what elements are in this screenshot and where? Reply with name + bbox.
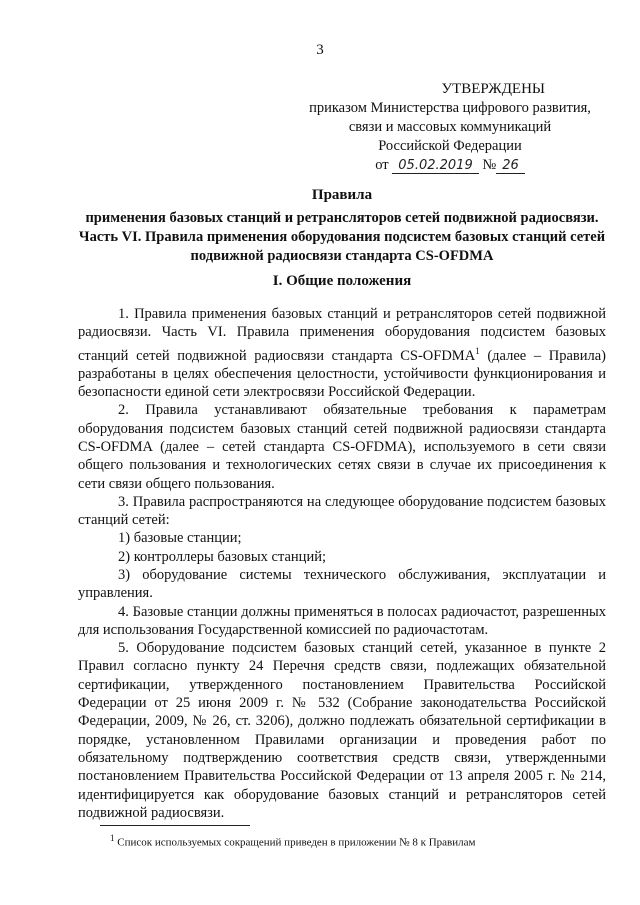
title-line-1: Правила — [311, 187, 373, 203]
approval-line-3: Российской Федерации — [378, 138, 522, 154]
paragraph-1 — [78, 305, 606, 401]
document-title — [72, 186, 612, 266]
handwritten-date: 05.02.2019 — [392, 158, 478, 174]
list-item: 1) базовые станции; — [118, 530, 242, 547]
approval-block — [300, 80, 600, 175]
footnote-text: Список используемых сокращений приведен в приложении № 8 к Правилам — [114, 836, 476, 849]
list-item: 2) контроллеры базовых станций; — [118, 548, 326, 565]
footnote-ref: 1 — [475, 345, 480, 356]
approval-heading: УТВЕРЖДЕНЫ — [441, 81, 545, 97]
paragraph-2: 2. Правила устанавливают обязательные требования к параметрам оборудования подсистем базовых станций сетей подвижной радиосвязи стандарта CS-OFDMA (далее – сетей стандарта CS-OFDMA), используемого в сети связи общего пользования и технологических сетях связи в случае их присоединения к сети связи общего пользования. — [78, 402, 606, 492]
footnote-divider — [100, 825, 250, 826]
approval-line-2: связи и массовых коммуникаций — [348, 119, 552, 135]
page-number: 3 — [316, 42, 324, 58]
footnote-mark: 1 — [110, 833, 115, 843]
paragraph-1-text-cont: (далее – Правила) разработаны в целях обеспечения целостности, устойчивости функционирования и безопасности единой сети электросвязи Российской Федерации. — [78, 347, 607, 401]
number-label: № — [482, 157, 497, 173]
approval-date-line — [300, 156, 600, 175]
paragraph-3: 3. Правила распространяются на следующее оборудование подсистем базовых станций сетей: — [78, 493, 606, 529]
paragraph-1-text: 1. Правила применения базовых станций и ретрансляторов сетей подвижной радиосвязи. Часть VI. Правила применения оборудования подсистем базовых станций сетей подвижной радиосвязи стандарта CS-OFDMA — [78, 306, 606, 364]
footnote — [110, 833, 475, 849]
document-body — [78, 305, 606, 822]
approval-line-1: приказом Министерства цифрового развития, — [309, 100, 591, 116]
section-heading: I. Общие положения — [272, 273, 412, 289]
paragraph-5: 5. Оборудование подсистем базовых станций сетей, указанное в пункте 2 Правил согласно пункту 24 Перечня средств связи, подлежащих обязательной сертификации, утвержденного постановлением Правительства Российской Федерации от 25 июня 2009 г. № 532 (Собрание законодательства Российской Федерации, 2009, № 26, ст. 3206), должно подлежать обязательной сертификации в порядке, установленном Правилами организации и проведения работ по обязательному подтверждению соответствия средств связи, утвержденными постановлением Правительства Российской Федерации от 13 апреля 2005 г. № 214, идентифицируется как оборудование базовых станций и ретрансляторов сетей подвижной радиосвязи. — [78, 640, 606, 821]
title-line-2: применения базовых станций и ретрансляторов сетей подвижной радиосвязи. Часть VI. Правила применения оборудования подсистем базовых станций сетей подвижной радиосвязи стандарта CS-OFDMA — [78, 210, 606, 264]
paragraph-4: 4. Базовые станции должны применяться в полосах радиочастот, разрешенных для использования Государственной комиссией по радиочастотам. — [78, 603, 606, 638]
handwritten-number: 26 — [496, 158, 525, 174]
from-label: от — [375, 157, 389, 173]
list-item: 3) оборудование системы технического обслуживания, эксплуатации и управления. — [78, 566, 606, 602]
